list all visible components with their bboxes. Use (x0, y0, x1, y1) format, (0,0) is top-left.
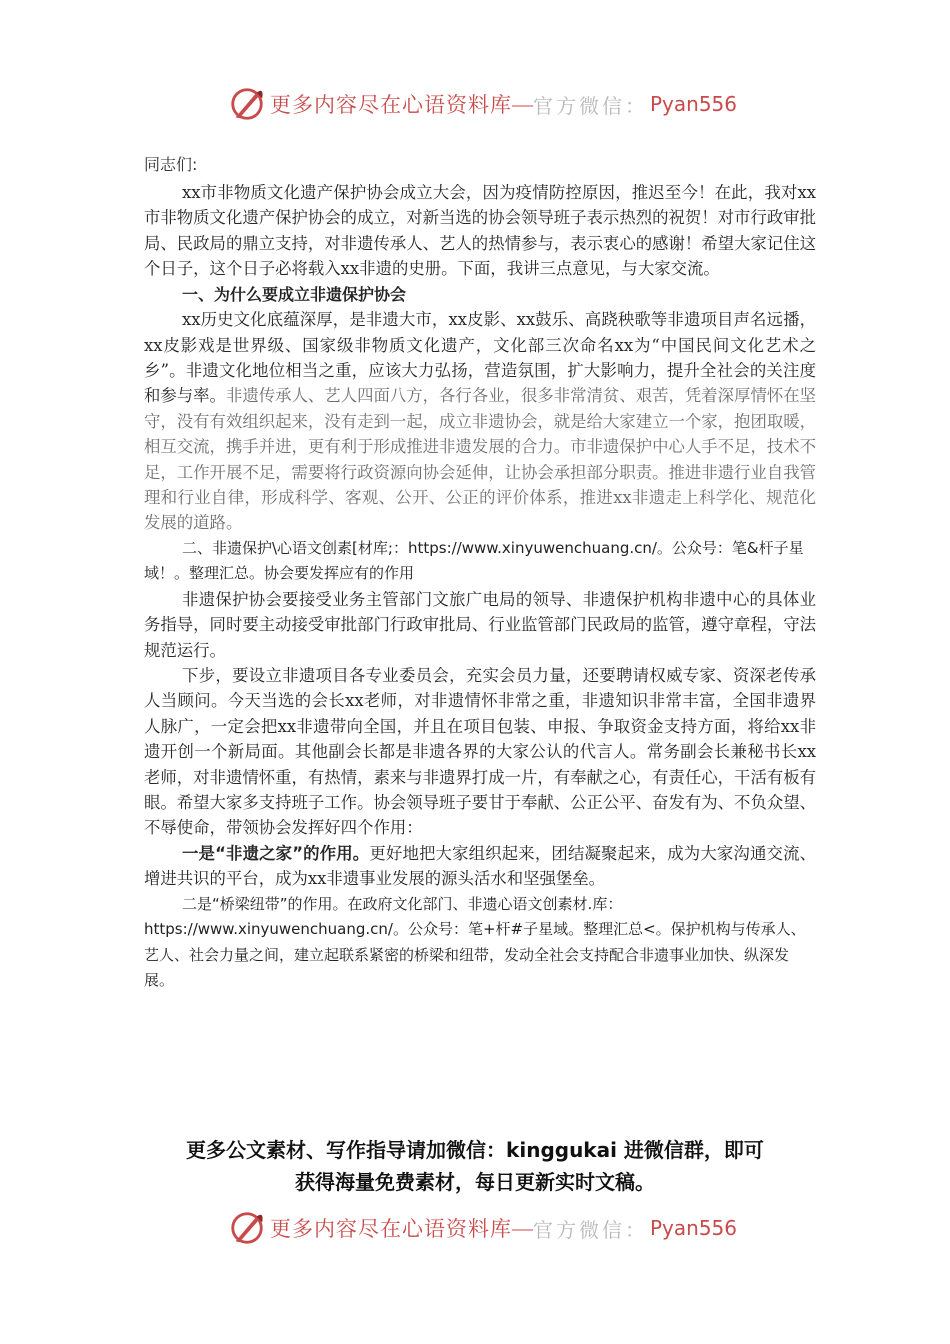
watermark-footer (228, 1208, 737, 1248)
watermark-dash: — (512, 91, 533, 116)
watermark-subtitle: 官方微信： (533, 93, 648, 118)
paragraph-2: 非遗保护协会要接受业务主管部门文旅广电局的领导、非遗保护机构非遗中心的具体业务指导，同时要主动接受审批部门行政审批局、行业监管部门民政局的监管，遵守章程，守法规范运行。 (144, 589, 817, 660)
paragraph-4 (144, 841, 816, 892)
section-heading-2: 二、非遗保护\心语文创素[材库;：https://www.xinyuwenchuang.cn/。公众号：笔&杆子星域！。整理汇总。协会要发挥应有的作用 (144, 538, 804, 583)
watermark-title: 更多内容尽在心语资料库 (270, 1217, 512, 1241)
watermark-subtitle: 官方微信： (533, 1217, 648, 1242)
section-heading-1: 一、为什么要成立非遗保护协会 (182, 284, 407, 304)
quill-logo-icon (228, 1209, 266, 1247)
salutation: 同志们: (144, 155, 198, 174)
paragraph-4-lead: 一是“非遗之家”的作用。 (182, 843, 370, 863)
watermark-header (228, 84, 737, 124)
paragraph-1 (144, 307, 816, 536)
paragraph-4-body: 更好地把大家组织起来，团结凝聚起来，成为大家沟通交流、增进共识的平台，成为xx非遗事业发展的源头活水和坚强堡垒。 (144, 843, 817, 889)
paragraph-3: 下步，要设立非遗项目各专业委员会，充实会员力量，还要聘请权威专家、资深老传承人当顾问。今天当选的会长xx老师，对非遗情怀非常之重，非遗知识非常丰富，全国非遗界人脉广，一定会把xx非遗带向全国，并且在项目包装、申报、争取资金支持方面，将给xx非遗开创一个新局面。其他副会长都是非遗各界的大家公认的代言人。常务副会长兼秘书长xx老师，对非遗情怀重，有热情，素来与非遗界打成一片，有奉献之心，有责任心，干活有板有眼。希望大家多支持班子工作。协会领导班子要甘于奉献、公正公平、奋发有为、不负众望、不辱使命，带领协会发挥好四个作用： (144, 666, 817, 838)
watermark-dash: — (512, 1215, 533, 1240)
watermark-wechat-id: Pyan556 (650, 1216, 738, 1240)
footer-line-1: 更多公文素材、写作指导请加微信：kinggukai 进微信群，即可 (186, 1138, 764, 1162)
paragraph-1-continued: 非遗传承人、艺人四面八方，各行各业，很多非常清贫、艰苦，凭着深厚情怀在坚守，没有有效组织起来，没有走到一起，成立非遗协会，就是给大家建立一个家，抱团取暖，相互交流，携手并进，更有利于形成推进非遗发展的合力。市非遗保护中心人手不足，技术不足，工作开展不足，需要将行政资源向协会延伸，让协会承担部分职责。推进非遗行业自我管理和行业自律，形成科学、客观、公开、公正的评价体系，推进xx非遗走上科学化、规范化发展的道路。 (144, 386, 817, 533)
paragraph-1-main: xx历史文化底蕴深厚，是非遗大市，xx皮影、xx鼓乐、高跷秧歌等非遗项目声名远播，xx皮影戏是世界级、国家级非物质文化遗产，文化部三次命名xx为“中国民间文化艺术之乡”。非遗文化地位相当之重，应该大力弘扬，营造氛围，扩大影响力，提升全社会的关注度和参与率。 (144, 310, 816, 406)
watermark-title: 更多内容尽在心语资料库 (270, 93, 512, 117)
paragraph-intro: xx市非物质文化遗产保护协会成立大会，因为疫情防控原因，推迟至今！在此，我对xx市非物质文化遗产保护协会的成立，对新当选的协会领导班子表示热烈的祝贺！对市行政审批局、民政局的鼎立支持，对非遗传承人、艺人的热情参与，表示衷心的感谢！希望大家记住这个日子，这个日子必将载入xx非遗的史册。下面，我讲三点意见，与大家交流。 (144, 183, 817, 279)
footer-line-2: 获得海量免费素材，每日更新实时文稿。 (295, 1170, 655, 1194)
watermark-wechat-id: Pyan556 (650, 92, 738, 116)
quill-logo-icon (228, 85, 266, 123)
footer-promo (120, 1134, 830, 1198)
document-body (144, 152, 816, 994)
paragraph-5: 二是“桥梁纽带”的作用。在政府文化部门、非遗心语文创素材.库：https://www.xinyuwenchuang.cn/。公众号：笔+杆#子星域。整理汇总<。保护机构与传承人、艺人、社会力量之间，建立起联系紧密的桥梁和纽带，发动全社会支持配合非遗事业加快、纵深发展。 (144, 894, 806, 990)
